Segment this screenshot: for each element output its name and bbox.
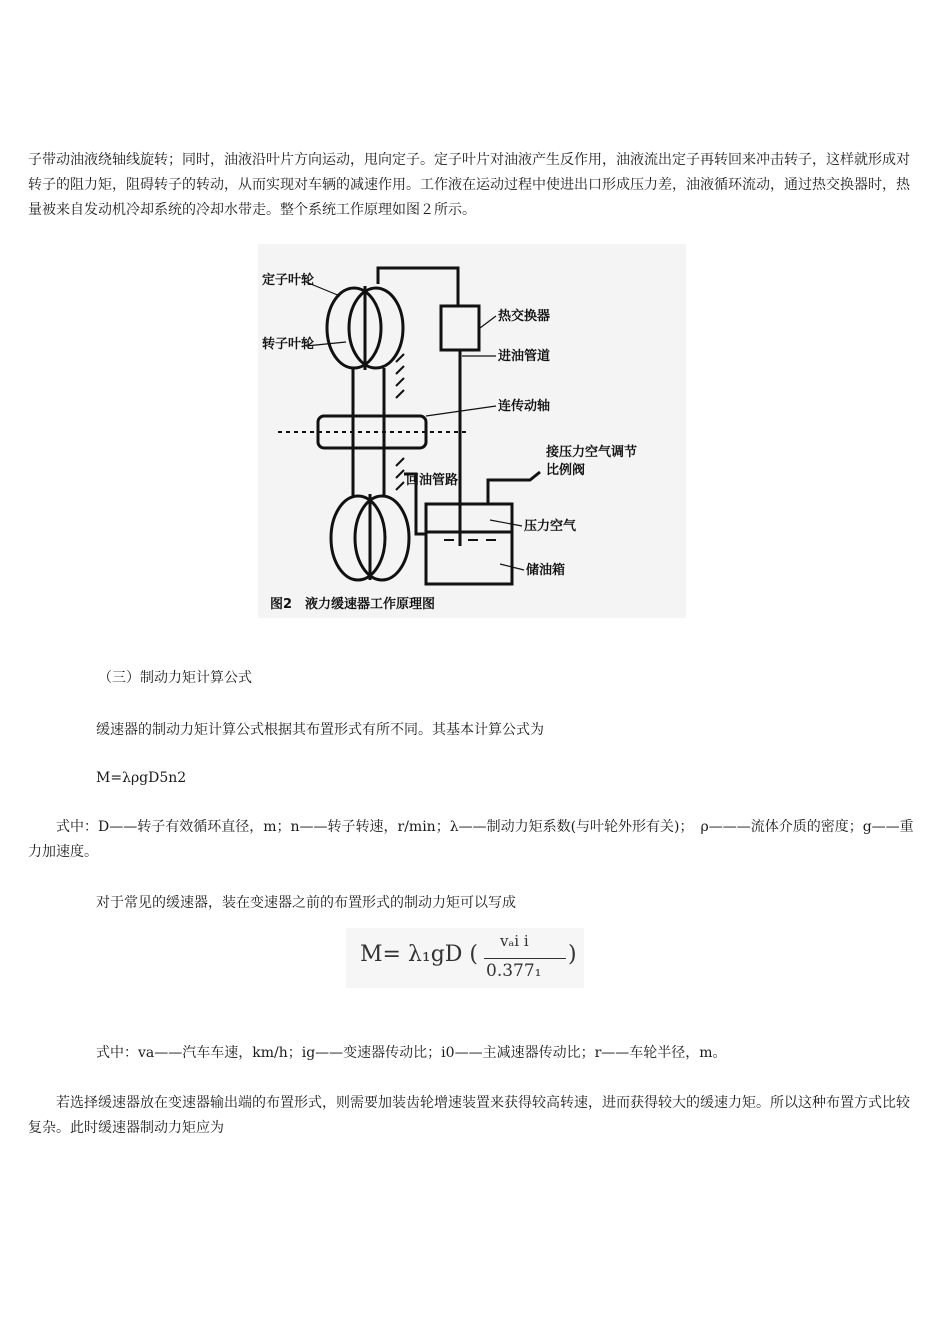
section-paragraph-2: 式中：D——转子有效循环直径，m；n——转子转速，r/min；λ——制动力矩系数(与叶轮外形有关)； ρ———流体介质的密度；g——重力加速度。 xyxy=(28,819,914,860)
label-valve-line1: 接压力空气调节 xyxy=(546,445,638,460)
label-inlet-pipe: 进油管道 xyxy=(498,349,551,364)
label-oil-tank: 储油箱 xyxy=(526,563,566,578)
fraction-bar xyxy=(484,958,566,959)
formula-2-rhs: ) xyxy=(568,942,577,967)
oil-tank xyxy=(426,504,512,584)
formula-2-denominator: 0.377₁ xyxy=(486,961,542,981)
formula-2-lhs: M= λ₁gD ( xyxy=(360,942,479,967)
label-return-pipe: 回油管路 xyxy=(406,473,459,488)
section-heading: （三）制动力矩计算公式 xyxy=(98,670,252,686)
section-paragraph-4: 式中：va——汽车车速，km/h；ig——变速器传动比；i0——主减速器传动比；r——车轮半径，m。 xyxy=(96,1045,727,1061)
formula-1: M=λρgD5n2 xyxy=(96,770,187,786)
lower-rotor-wheel xyxy=(355,496,409,580)
label-drive-shaft: 连传动轴 xyxy=(498,399,551,414)
lower-stator-wheel xyxy=(331,496,385,580)
label-rotor: 转子叶轮 xyxy=(262,337,315,352)
section-paragraph-5: 若选择缓速器放在变速器输出端的布置形式，则需要加装齿轮增速装置来获得较高转速，进而获得较大的缓速力矩。所以这种布置方式比较复杂。此时缓速器制动力矩应为 xyxy=(28,1095,910,1136)
top-pipe xyxy=(378,268,458,306)
intro-paragraph: 子带动油液绕轴线旋转；同时，油液沿叶片方向运动，甩向定子。定子叶片对油液产生反作用，油液流出定子再转回来冲击转子，这样就形成对转子的阻力矩，阻碍转子的转动，从而实现对车辆的减速作用。工作液在运动过程中使进出口形成压力差，油液循环流动，通过热交换器时，热量被来自发动机冷却系统的冷却水带走。整个系统工作原理如图２所示。 xyxy=(28,152,910,218)
formula-2-numerator: vₐi i xyxy=(500,932,529,950)
upper-stator-wheel xyxy=(327,288,381,368)
label-stator: 定子叶轮 xyxy=(262,273,315,288)
formula-2 xyxy=(346,928,584,988)
figure-caption: 图2 液力缓速器工作原理图 xyxy=(270,597,436,612)
label-pressure-air: 压力空气 xyxy=(524,519,577,534)
heat-exchanger-box xyxy=(441,306,479,350)
section-paragraph-3: 对于常见的缓速器，装在变速器之前的布置形式的制动力矩可以写成 xyxy=(96,895,516,911)
section-paragraph-1: 缓速器的制动力矩计算公式根据其布置形式有所不同。其基本计算公式为 xyxy=(96,722,544,738)
figure-retarder-diagram xyxy=(258,244,686,618)
label-valve-line2: 比例阀 xyxy=(546,463,586,478)
pressure-air-pipe xyxy=(488,472,540,504)
label-heat-exchanger: 热交换器 xyxy=(498,309,551,324)
upper-rotor-wheel xyxy=(349,288,403,368)
